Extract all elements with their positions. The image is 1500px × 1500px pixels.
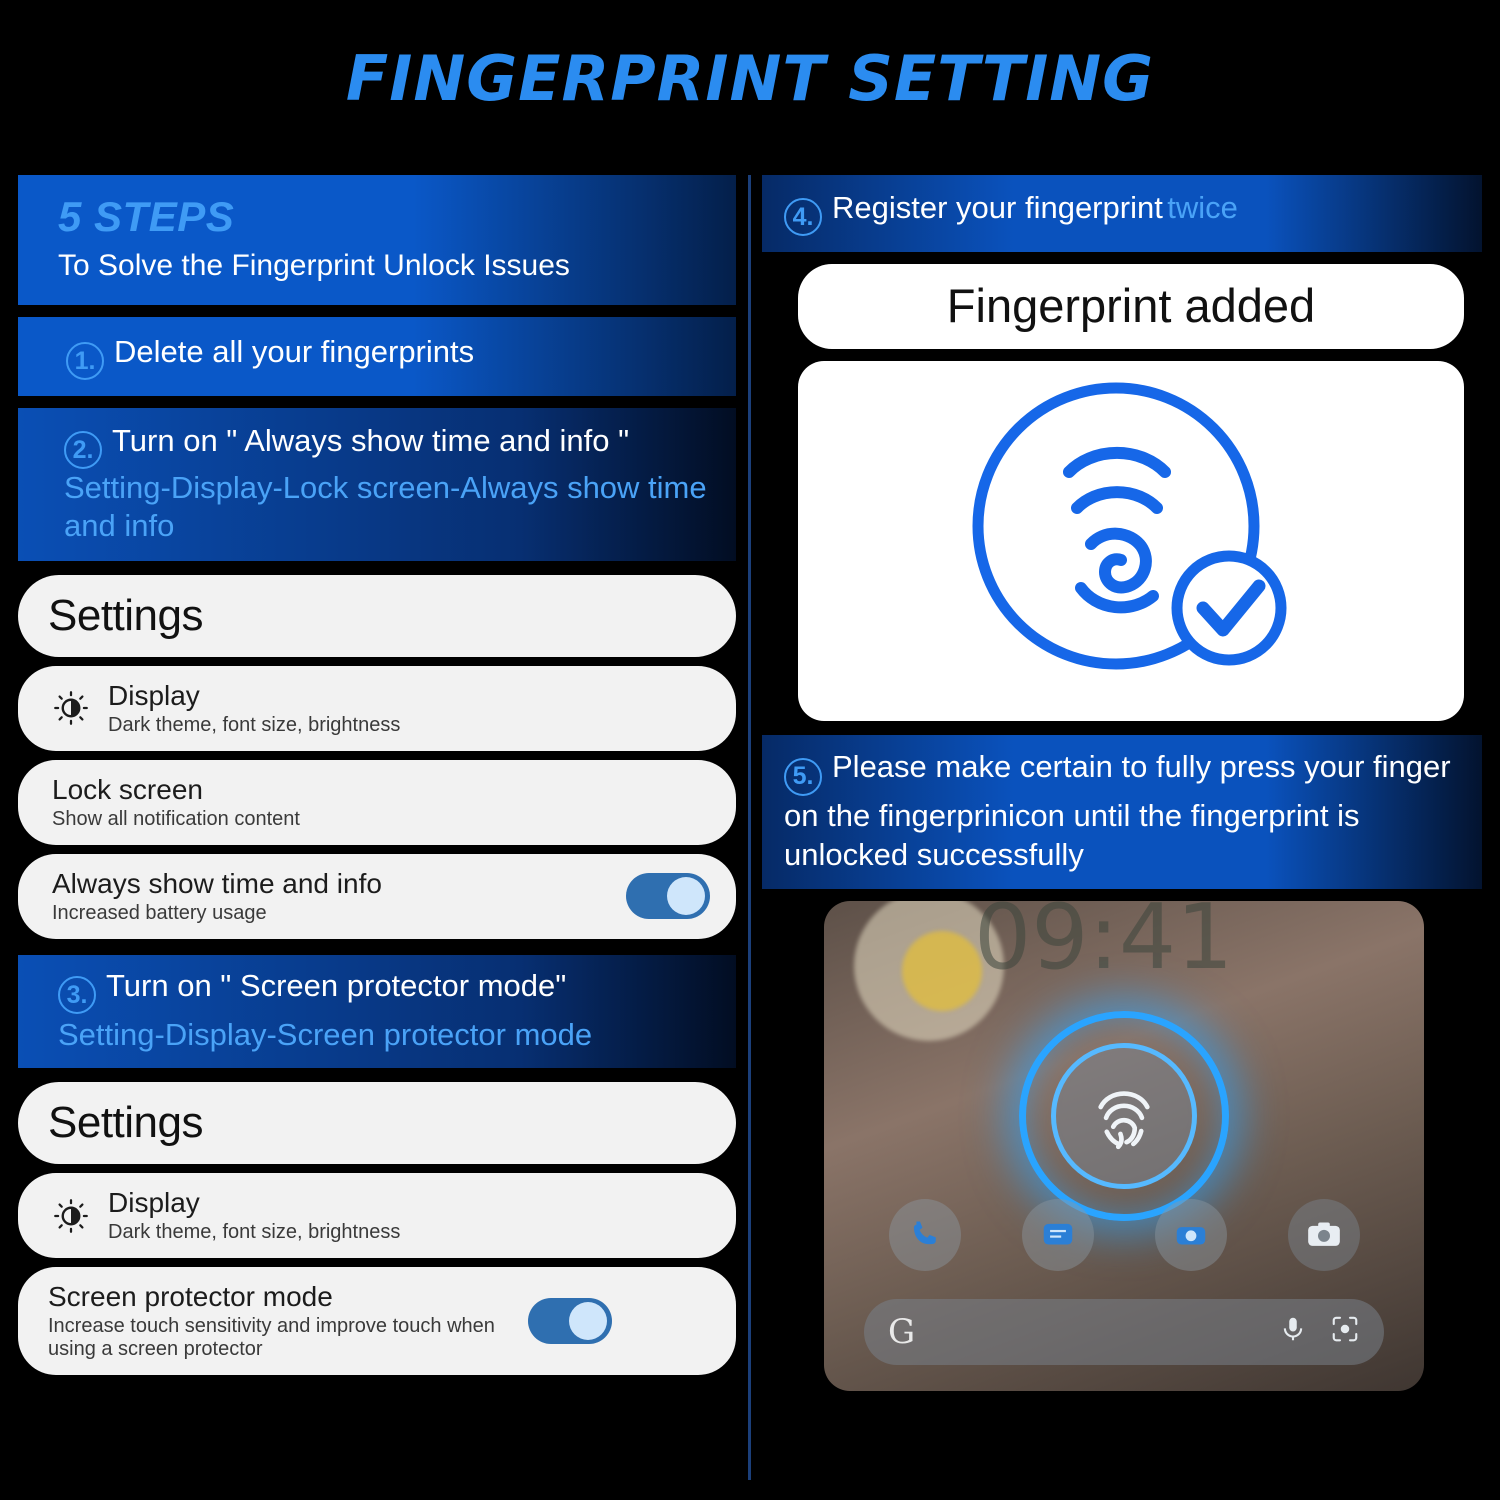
settings-title-2: Settings xyxy=(48,1098,203,1148)
step-2-text: Turn on " Always show time and info " xyxy=(112,423,630,459)
setting-subtitle: Increased battery usage xyxy=(52,901,267,924)
setting-row-screen-protector[interactable] xyxy=(18,1267,736,1375)
brightness-icon xyxy=(44,690,98,726)
messages-icon[interactable] xyxy=(1022,1199,1094,1271)
always-show-time-toggle[interactable] xyxy=(626,873,710,919)
google-search-bar[interactable] xyxy=(864,1299,1384,1365)
fingerprint-added-card xyxy=(798,264,1464,349)
step-4-text: Register your fingerprint xyxy=(832,190,1163,225)
google-logo: G xyxy=(888,1311,916,1352)
camera-icon[interactable] xyxy=(1288,1199,1360,1271)
step-4-number: 4. xyxy=(784,198,822,236)
step-3-banner xyxy=(18,955,736,1068)
camera-small-icon[interactable] xyxy=(1155,1199,1227,1271)
page-title: FINGERPRINT SETTING xyxy=(345,42,1155,115)
step-2-number: 2. xyxy=(64,431,102,469)
setting-row-lock-screen[interactable] xyxy=(18,760,736,845)
step-4-banner xyxy=(762,175,1482,252)
fingerprint-scan-target[interactable] xyxy=(1051,1043,1197,1189)
toggle-knob xyxy=(667,877,705,915)
steps-heading: 5 STEPS xyxy=(58,193,235,240)
brightness-icon xyxy=(44,1198,98,1234)
setting-subtitle: Dark theme, font size, brightness xyxy=(108,1221,401,1244)
step-1-text: Delete all your fingerprints xyxy=(114,333,475,369)
step-3-text: Turn on " Screen protector mode" xyxy=(106,967,567,1003)
intro-banner xyxy=(18,175,736,305)
setting-subtitle: Show all notification content xyxy=(52,807,300,830)
lockscreen-clock: 09:41 xyxy=(974,900,1234,990)
setting-subtitle: Dark theme, font size, brightness xyxy=(108,713,401,736)
setting-row-display-1[interactable] xyxy=(18,666,736,751)
lockscreen-dock xyxy=(824,1199,1424,1271)
fingerprint-small-icon xyxy=(1081,1073,1167,1159)
setting-title: Display xyxy=(108,679,200,711)
step-4-emphasis: twice xyxy=(1167,190,1238,225)
step-3-number: 3. xyxy=(58,976,96,1014)
settings-header-1 xyxy=(18,575,736,657)
phone-lockscreen-mock xyxy=(824,901,1424,1391)
step-5-text: Please make certain to fully press your finger on the fingerprinicon until the fingerprint is unlocked successfully xyxy=(784,749,1451,873)
setting-title: Always show time and info xyxy=(52,867,382,899)
fingerprint-added-text: Fingerprint added xyxy=(946,279,1316,333)
setting-subtitle: Increase touch sensitivity and improve touch when using a screen protector xyxy=(48,1315,495,1361)
steps-subheading: To Solve the Fingerprint Unlock Issues xyxy=(58,249,570,283)
wallpaper-blob xyxy=(902,931,982,1011)
setting-row-display-2[interactable] xyxy=(18,1173,736,1258)
microphone-icon[interactable] xyxy=(1278,1314,1308,1349)
settings-card-2 xyxy=(18,1082,736,1375)
step-5-banner xyxy=(762,735,1482,889)
settings-title-1: Settings xyxy=(48,590,203,640)
screen-protector-toggle[interactable] xyxy=(528,1298,612,1344)
settings-header-2 xyxy=(18,1082,736,1164)
lens-icon[interactable] xyxy=(1330,1314,1360,1349)
step-2-path: Setting-Display-Lock screen-Always show time and info xyxy=(64,470,707,544)
step-2-banner xyxy=(18,408,736,561)
right-column xyxy=(762,175,1482,1480)
toggle-knob xyxy=(569,1302,607,1340)
column-divider xyxy=(748,175,751,1480)
fingerprint-illustration-panel xyxy=(798,361,1464,721)
step-1-banner xyxy=(18,317,736,396)
left-column xyxy=(18,175,736,1480)
step-5-number: 5. xyxy=(784,758,822,796)
step-3-path: Setting-Display-Screen protector mode xyxy=(58,1017,593,1053)
step-1-number: 1. xyxy=(66,342,104,380)
setting-title: Display xyxy=(108,1187,200,1219)
phone-icon[interactable] xyxy=(889,1199,961,1271)
setting-row-always-show-time[interactable] xyxy=(18,854,736,939)
setting-title: Lock screen xyxy=(52,773,203,805)
fingerprint-icon xyxy=(941,376,1321,706)
settings-card-1 xyxy=(18,575,736,939)
setting-title: Screen protector mode xyxy=(48,1281,333,1313)
